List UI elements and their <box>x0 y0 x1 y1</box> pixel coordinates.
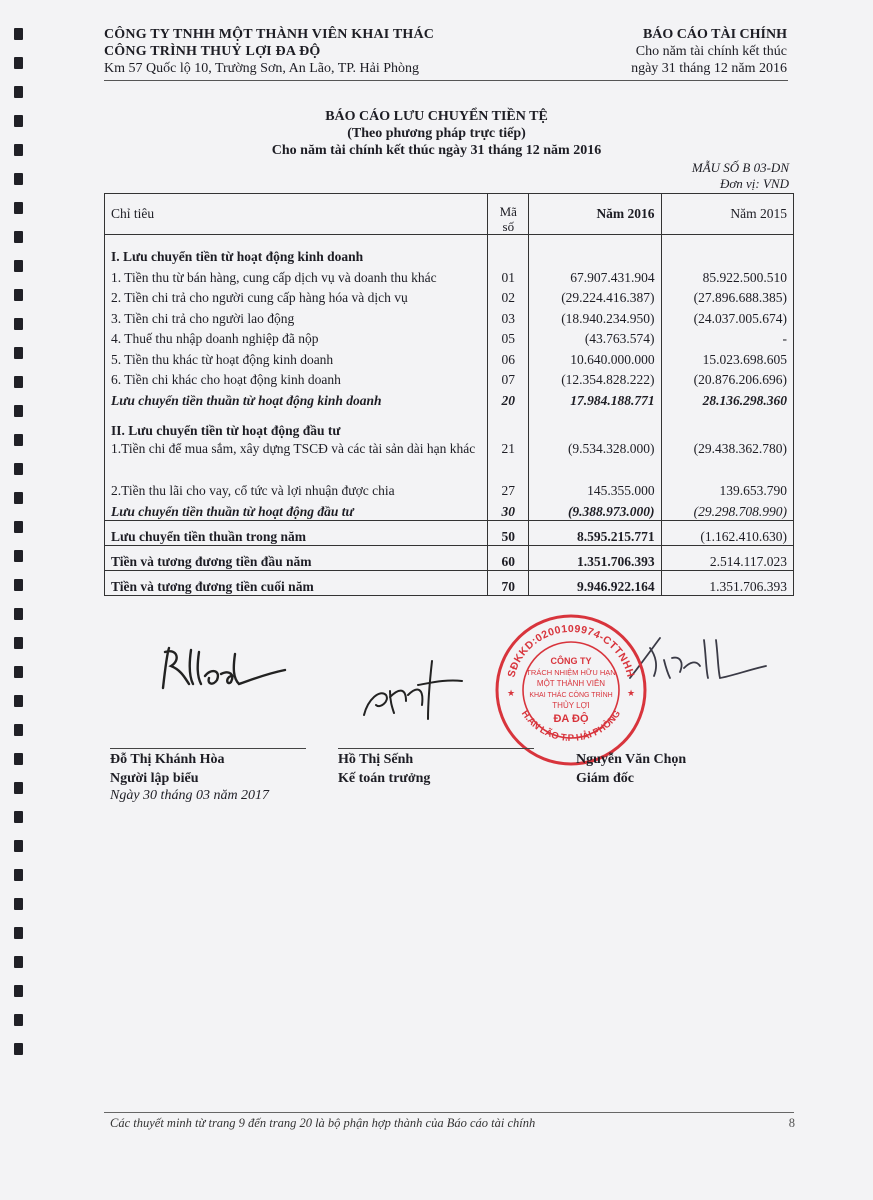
net-value-2015: (29.298.708.990) <box>661 499 793 520</box>
total-value-2016: 1.351.706.393 <box>529 545 661 570</box>
net-row <box>105 388 794 409</box>
row-label: 1. Tiền thu từ bán hàng, cung cấp dịch vụ và doanh thu khác <box>105 265 488 286</box>
footer-note: Các thuyết minh từ trang 9 đến trang 20 là bộ phận hợp thành của Báo cáo tài chính <box>110 1116 536 1130</box>
total-value-2016: 8.595.215.771 <box>529 520 661 545</box>
company-seal <box>493 612 649 768</box>
total-label: Tiền và tương đương tiền đầu năm <box>105 545 488 570</box>
total-value-2015: (1.162.410.630) <box>661 520 793 545</box>
director-role: Giám đốc <box>576 771 634 786</box>
row-value-2016: 145.355.000 <box>529 479 661 500</box>
row-code: 05 <box>488 327 529 348</box>
net-value-2016: (9.388.973.000) <box>529 499 661 520</box>
row-value-2016: (9.534.328.000) <box>529 439 661 479</box>
row-label: 1.Tiền chi để mua sắm, xây dựng TSCĐ và các tài sản dài hạn khác <box>105 439 488 479</box>
header-divider <box>104 80 788 81</box>
total-label: Lưu chuyển tiền thuần trong năm <box>105 520 488 545</box>
seal-line: KHAI THÁC CÔNG TRÌNH <box>529 692 613 699</box>
row-code: 21 <box>488 439 529 479</box>
row-value-2015: - <box>661 327 793 348</box>
director-name: Nguyễn Văn Chọn <box>576 752 687 767</box>
total-value-2016: 9.946.922.164 <box>529 570 661 595</box>
accountant-signature-line <box>338 748 534 749</box>
header-item: Chỉ tiêu <box>105 194 488 235</box>
table-row <box>105 286 794 307</box>
director-block <box>576 750 686 788</box>
row-value-2016: 67.907.431.904 <box>529 265 661 286</box>
total-code: 50 <box>488 520 529 545</box>
row-label: 2. Tiền chi trả cho người cung cấp hàng hóa và dịch vụ <box>105 286 488 307</box>
row-value-2016: (12.354.828.222) <box>529 368 661 389</box>
row-label: 5. Tiền thu khác từ hoạt động kinh doanh <box>105 347 488 368</box>
title-method: (Theo phương pháp trực tiếp) <box>347 126 526 141</box>
row-code: 06 <box>488 347 529 368</box>
row-label: 2.Tiền thu lãi cho vay, cổ tức và lợi nhuận được chia <box>105 479 488 500</box>
section-title: II. Lưu chuyển tiền từ hoạt động đầu tư <box>105 409 488 439</box>
total-value-2015: 2.514.117.023 <box>661 545 793 570</box>
preparer-role: Người lập biểu <box>110 771 199 786</box>
table-row <box>105 439 794 479</box>
net-label: Lưu chuyển tiền thuần từ hoạt động kinh doanh <box>105 388 488 409</box>
row-value-2016: (29.224.416.387) <box>529 286 661 307</box>
seal-line: ĐA ĐỘ <box>553 713 589 725</box>
accountant-signature <box>350 655 480 730</box>
company-header <box>104 26 434 77</box>
signing-date: Ngày 30 tháng 03 năm 2017 <box>110 788 270 803</box>
total-code: 60 <box>488 545 529 570</box>
svg-text:★: ★ <box>626 688 636 698</box>
row-value-2015: 85.922.500.510 <box>661 265 793 286</box>
preparer-signature <box>155 640 305 700</box>
row-code: 27 <box>488 479 529 500</box>
seal-line: TRÁCH NHIỆM HỮU HẠN <box>526 668 616 677</box>
binding-holes <box>14 28 26 1072</box>
seal-line: THỦY LỢI <box>552 701 590 710</box>
title-period: Cho năm tài chính kết thúc ngày 31 tháng 12 năm 2016 <box>271 143 602 158</box>
preparer-signature-line <box>110 748 306 749</box>
net-code: 20 <box>488 388 529 409</box>
total-value-2015: 1.351.706.393 <box>661 570 793 595</box>
net-value-2015: 28.136.298.360 <box>661 388 793 409</box>
footer-divider <box>104 1112 794 1113</box>
accountant-name: Hồ Thị Sếnh <box>338 752 414 767</box>
row-value-2015: (20.876.206.696) <box>661 368 793 389</box>
cash-flow-table <box>104 193 794 596</box>
report-period-line2: ngày 31 tháng 12 năm 2016 <box>631 61 787 76</box>
row-code: 01 <box>488 265 529 286</box>
row-label: 4. Thuế thu nhập doanh nghiệp đã nộp <box>105 327 488 348</box>
report-period-line1: Cho năm tài chính kết thúc <box>635 44 787 59</box>
svg-text:★: ★ <box>506 688 516 698</box>
report-header <box>631 26 787 77</box>
header-code: Mã số <box>488 194 529 235</box>
row-value-2015: (27.896.688.385) <box>661 286 793 307</box>
preparer-block <box>110 750 225 788</box>
table-row <box>105 479 794 500</box>
total-label: Tiền và tương đương tiền cuối năm <box>105 570 488 595</box>
row-value-2016: (18.940.234.950) <box>529 306 661 327</box>
title-main: BÁO CÁO LƯU CHUYỂN TIỀN TỆ <box>325 109 548 124</box>
row-label: 3. Tiền chi trả cho người lao động <box>105 306 488 327</box>
row-label: 6. Tiền chi khác cho hoạt động kinh doanh <box>105 368 488 389</box>
row-value-2016: (43.763.574) <box>529 327 661 348</box>
net-value-2016: 17.984.188.771 <box>529 388 661 409</box>
seal-ring-bottom-text: H.AN LÃO T.P HẢI PHÒNG <box>518 708 624 744</box>
accountant-block <box>338 750 430 788</box>
seal-ring-text: SĐKKD:0200109974-CTTNHH <box>505 622 637 679</box>
total-row <box>105 570 794 595</box>
row-value-2015: 15.023.698.605 <box>661 347 793 368</box>
net-label: Lưu chuyển tiền thuần từ hoạt động đầu tư <box>105 499 488 520</box>
table-row <box>105 347 794 368</box>
currency-unit: Đơn vị: VND <box>719 176 789 191</box>
accountant-role: Kế toán trưởng <box>338 771 431 786</box>
section-title: I. Lưu chuyển tiền từ hoạt động kinh doanh <box>105 235 488 266</box>
net-row <box>105 499 794 520</box>
table-row <box>105 265 794 286</box>
company-name-line1: CÔNG TY TNHH MỘT THÀNH VIÊN KHAI THÁC <box>104 27 435 42</box>
row-code: 07 <box>488 368 529 389</box>
table-row <box>105 327 794 348</box>
net-code: 30 <box>488 499 529 520</box>
report-type: BÁO CÁO TÀI CHÍNH <box>642 27 787 42</box>
row-value-2015: 139.653.790 <box>661 479 793 500</box>
table-row <box>105 306 794 327</box>
total-row <box>105 520 794 545</box>
preparer-name: Đỗ Thị Khánh Hòa <box>110 752 225 767</box>
statement-title <box>0 108 873 159</box>
form-info <box>692 160 789 192</box>
form-number: MẪU SỐ B 03-DN <box>691 160 789 175</box>
row-value-2016: 10.640.000.000 <box>529 347 661 368</box>
table-row <box>105 368 794 389</box>
seal-line: CÔNG TY <box>550 656 592 666</box>
section-row <box>105 235 794 266</box>
header-2016: Năm 2016 <box>529 194 661 235</box>
company-name-line2: CÔNG TRÌNH THUỶ LỢI ĐA ĐỘ <box>104 44 321 59</box>
row-value-2015: (24.037.005.674) <box>661 306 793 327</box>
company-address: Km 57 Quốc lộ 10, Trường Sơn, An Lão, TP. Hải Phòng <box>104 61 419 76</box>
row-value-2015: (29.438.362.780) <box>661 439 793 479</box>
seal-line: MỘT THÀNH VIÊN <box>536 679 606 688</box>
total-row <box>105 545 794 570</box>
header-2015: Năm 2015 <box>661 194 793 235</box>
row-code: 02 <box>488 286 529 307</box>
total-code: 70 <box>488 570 529 595</box>
table-header-row <box>105 194 794 235</box>
section-row <box>105 409 794 439</box>
row-code: 03 <box>488 306 529 327</box>
page-number: 8 <box>788 1116 795 1130</box>
